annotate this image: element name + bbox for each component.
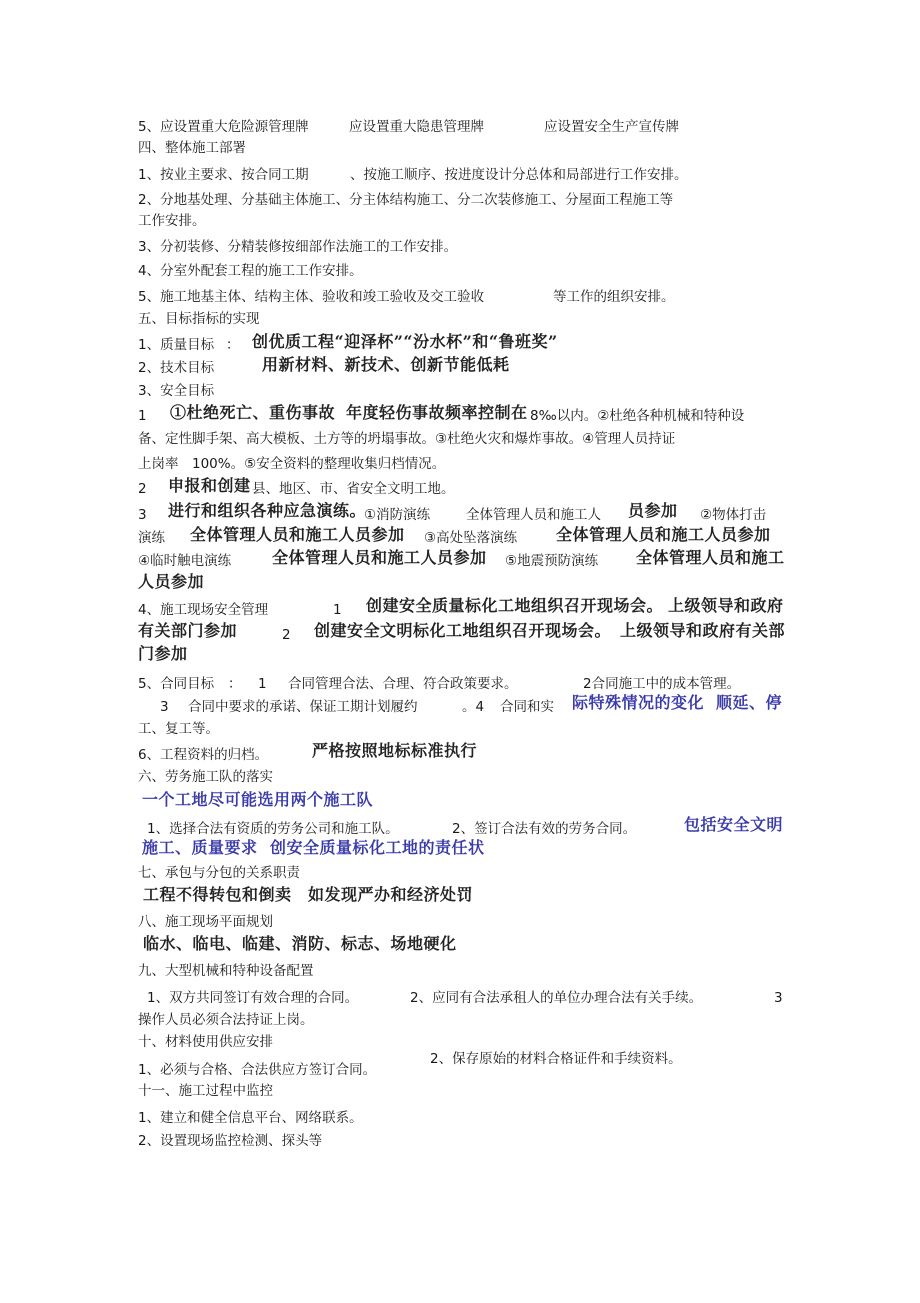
text-line: 3 bbox=[138, 507, 147, 523]
text-line: 2 bbox=[282, 627, 291, 643]
text-line: 工、复工等。 bbox=[138, 721, 219, 737]
text-line: 3 bbox=[160, 699, 169, 715]
handwritten-text: 申报和创建 bbox=[168, 476, 251, 495]
text-line: ⑤地震预防演练 bbox=[505, 553, 599, 569]
text-line: 演练 bbox=[138, 530, 165, 546]
text-line: 6、工程资料的归档。 bbox=[138, 747, 269, 763]
text-line: 1 bbox=[138, 408, 147, 424]
handwritten-text: 上级领导和政府 bbox=[668, 596, 784, 615]
handwritten-text: 员参加 bbox=[628, 501, 678, 520]
text-line: 5、应设置重大危险源管理牌 bbox=[138, 119, 309, 135]
text-line: 1、选择合法有资质的劳务公司和施工队。 bbox=[147, 821, 399, 837]
text-line: 8‰以内。②杜绝各种机械和特种设 bbox=[530, 408, 745, 424]
text-line: 1、建立和健全信息平台、网络联系。 bbox=[138, 1110, 363, 1126]
text-line: 上岗率 100%。⑤安全资料的整理收集归档情况。 bbox=[138, 456, 446, 472]
text-line: 5、合同目标 bbox=[138, 676, 215, 692]
text-line: 全体管理人员和施工人 bbox=[466, 507, 601, 523]
text-line: 1、质量目标 bbox=[138, 337, 215, 353]
text-line: ①消防演练 bbox=[364, 507, 431, 523]
section-heading: 六、劳务施工队的落实 bbox=[138, 769, 273, 785]
handwritten-text: 用新材料、新技术、创新节能低耗 bbox=[262, 355, 510, 374]
text-line: 3、分初装修、分精装修按细部作法施工的工作安排。 bbox=[138, 239, 458, 255]
text-line: 应设置重大隐患管理牌 bbox=[349, 119, 484, 135]
handwritten-text: 临水、临电、临建、消防、标志、场地硬化 bbox=[143, 934, 457, 953]
text-line: 2、应同有合法承租人的单位办理合法有关手续。 bbox=[410, 990, 703, 1006]
text-line: 操作人员必须合法持证上岗。 bbox=[138, 1012, 314, 1028]
text-line: ②物体打击 bbox=[700, 507, 767, 523]
handwritten-text: 上级领导和政府有关部 bbox=[620, 621, 786, 640]
text-line: ： bbox=[228, 676, 242, 692]
text-line: 1 bbox=[258, 676, 267, 692]
text-line: 2、设置现场监控检测、探头等 bbox=[138, 1133, 323, 1149]
handwritten-text: 全体管理人员和施工人员参加 bbox=[272, 548, 487, 567]
text-line: 工作安排。 bbox=[138, 213, 206, 229]
text-line: 应设置安全生产宣传牌 bbox=[544, 119, 679, 135]
handwritten-text: 进行和组织各种应急演练。 bbox=[168, 501, 367, 520]
handwritten-text: 严格按照地标标准执行 bbox=[312, 741, 478, 760]
handwritten-text: 年度轻伤事故频率控制在 bbox=[346, 403, 528, 422]
handwritten-text: 门参加 bbox=[138, 644, 188, 663]
handwritten-text: 顺延、停 bbox=[716, 693, 783, 712]
section-heading: 十一、施工过程中监控 bbox=[138, 1083, 273, 1099]
section-heading: 五、目标指标的实现 bbox=[138, 311, 260, 327]
text-line: 合同管理合法、合理、符合政策要求。 bbox=[288, 676, 518, 692]
text-line: 合同和实 bbox=[500, 699, 554, 715]
section-heading: 四、整体施工部署 bbox=[138, 140, 246, 156]
handwritten-text: 一个工地尽可能选用两个施工队 bbox=[142, 790, 374, 809]
text-line: 3、安全目标 bbox=[138, 383, 215, 399]
text-line: 2、分地基处理、分基础主体施工、分主体结构施工、分二次装修施工、分屋面工程施工等 bbox=[138, 192, 674, 208]
handwritten-text: ①杜绝死亡、重伤事故 bbox=[170, 403, 336, 422]
handwritten-text: 有关部门参加 bbox=[138, 621, 238, 640]
handwritten-text: 创建安全文明标化工地组织召开现场会。 bbox=[314, 621, 612, 640]
text-line: 2 bbox=[138, 481, 147, 497]
text-line: 合同中要求的承诺、保证工期计划履约 bbox=[188, 699, 418, 715]
text-line: 2、签订合法有效的劳务合同。 bbox=[452, 821, 637, 837]
section-heading: 十、材料使用供应安排 bbox=[138, 1034, 273, 1050]
handwritten-text: 际特殊情况的变化 bbox=[572, 693, 705, 712]
text-line: 1、按业主要求、按合同工期 bbox=[138, 167, 309, 183]
handwritten-text: 全体管理人员和施工 bbox=[636, 548, 785, 567]
text-line: 备、定性脚手架、高大模板、土方等的坍塌事故。③杜绝火灾和爆炸事故。④管理人员持证 bbox=[138, 431, 676, 447]
text-line: ③高处坠落演练 bbox=[424, 530, 518, 546]
text-line: ： bbox=[226, 337, 240, 353]
handwritten-text: 工程不得转包和倒卖 如发现严办和经济处罚 bbox=[143, 885, 474, 904]
handwritten-text: 创安全质量标化工地的责任状 bbox=[270, 838, 485, 857]
text-line: 2、保存原始的材料合格证件和手续资料。 bbox=[430, 1051, 682, 1067]
handwritten-text: 人员参加 bbox=[138, 572, 205, 591]
handwritten-text: 包括安全文明 bbox=[684, 815, 784, 834]
text-line: 1、必须与合格、合法供应方签订合同。 bbox=[138, 1062, 377, 1078]
handwritten-text: 全体管理人员和施工人员参加 bbox=[556, 525, 771, 544]
section-heading: 七、承包与分包的关系职责 bbox=[138, 865, 300, 881]
text-line: 5、施工地基主体、结构主体、验收和竣工验收及交工验收 bbox=[138, 289, 485, 305]
handwritten-text: 创优质工程“迎泽杯”“汾水杯”和“鲁班奖” bbox=[252, 332, 558, 351]
text-line: 4、施工现场安全管理 bbox=[138, 602, 269, 618]
text-line: 4、分室外配套工程的施工工作安排。 bbox=[138, 263, 363, 279]
text-line: 县、地区、市、省安全文明工地。 bbox=[252, 481, 455, 497]
section-heading: 九、大型机械和特种设备配置 bbox=[138, 963, 314, 979]
text-line: 3 bbox=[774, 990, 783, 1006]
text-line: 1、双方共同签订有效合理的合同。 bbox=[147, 990, 359, 1006]
text-line: 。4 bbox=[462, 699, 485, 715]
section-heading: 八、施工现场平面规划 bbox=[138, 914, 273, 930]
text-line: ④临时触电演练 bbox=[138, 553, 232, 569]
handwritten-text: 施工、质量要求 bbox=[142, 838, 258, 857]
handwritten-text: 全体管理人员和施工人员参加 bbox=[190, 525, 405, 544]
handwritten-text: 创建安全质量标化工地组织召开现场会。 bbox=[366, 596, 664, 615]
text-line: 等工作的组织安排。 bbox=[553, 289, 675, 305]
text-line: 1 bbox=[333, 602, 342, 618]
text-line: 2、技术目标 bbox=[138, 360, 215, 376]
text-line: 、按施工顺序、按进度设计分总体和局部进行工作安排。 bbox=[350, 167, 688, 183]
text-line: 2合同施工中的成本管理。 bbox=[583, 676, 741, 692]
